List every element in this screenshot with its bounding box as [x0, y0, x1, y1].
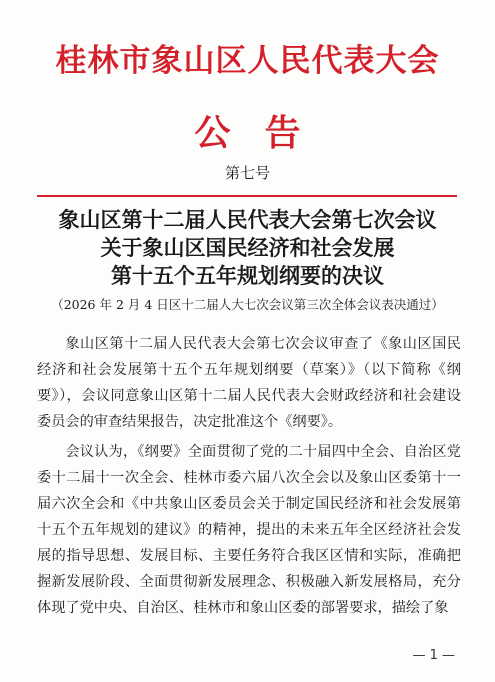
document-type-heading: 公告 — [194, 113, 335, 154]
title-line: 关于象山区国民经济和社会发展 — [100, 235, 395, 260]
resolution-title — [0, 206, 495, 290]
body-text — [37, 331, 461, 621]
page-number: — 1 — — [412, 648, 455, 663]
body-paragraph: 会议认为，《纲要》全面贯彻了党的二十届四中全会、自治区党委十二届十一次全会、桂林市委六届八次全会以及象山区委第十一届六次全会和《中共象山区委员会关于制定国民经济和社会发展第十五个五年规划的建议》的精神，提出的未来五年全区经济社会发展的指导思想、发展目标、主要任务符合我区区情和实际，准确把握新发展阶段、全面贯彻新发展理念、积极融入新发展格局，充分体现了党中央、自治区、桂林市和象山区委的部署要求，描绘了象 — [37, 444, 461, 616]
issuer-header: 桂林市象山区人民代表大会 — [55, 43, 440, 79]
body-paragraph: 象山区第十二届人民代表大会第七次会议审查了《象山区国民经济和社会发展第十五个五年规划纲要（草案）》（以下简称《纲要》），会议同意象山区第十二届人民代表大会财政经济和社会建设委员会的审查结果报告，决定批准这个《纲要》。 — [37, 336, 461, 430]
document-number: 第七号 — [224, 164, 270, 182]
red-divider-line — [37, 195, 457, 197]
passage-note: （2026 年 2 月 4 日区十二届人大七次会议第三次全体会议表决通过） — [51, 297, 444, 312]
title-line: 第十五个五年规划纲要的决议 — [111, 263, 384, 288]
title-line: 象山区第十二届人民代表大会第七次会议 — [58, 207, 437, 232]
